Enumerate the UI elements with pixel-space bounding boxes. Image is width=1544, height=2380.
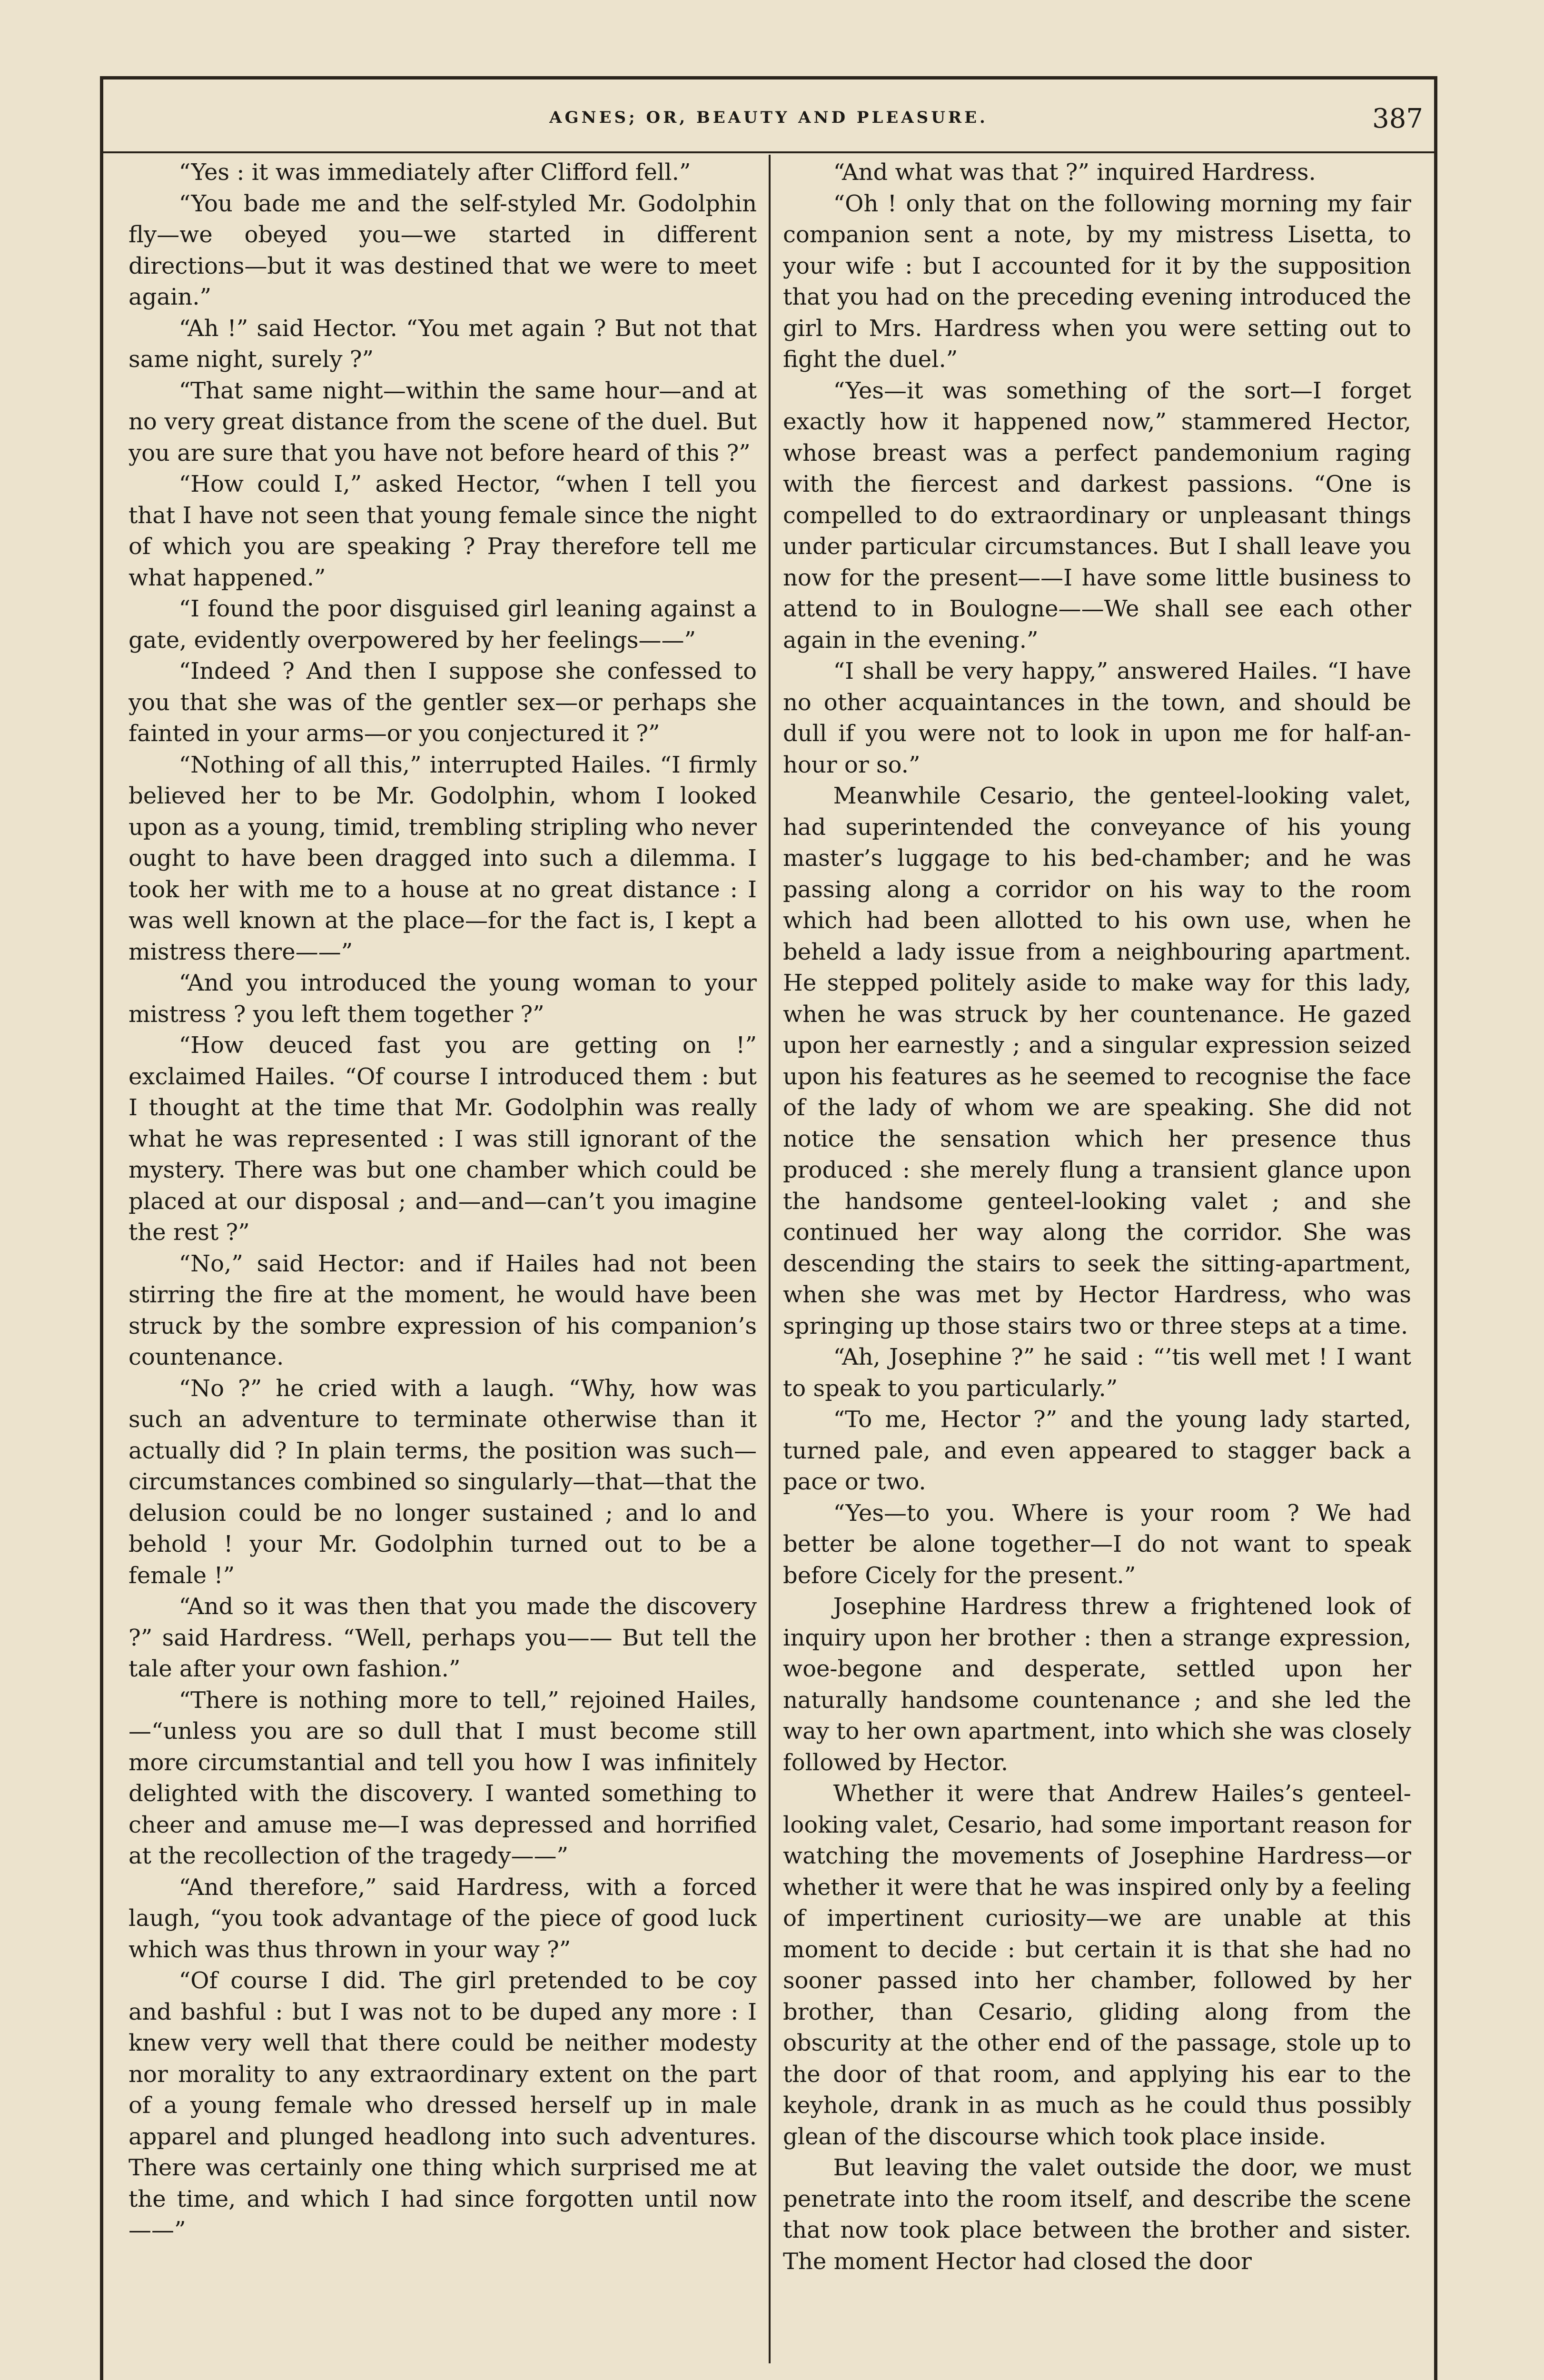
paragraph: “I found the poor disguised girl leaning against a gate, evidently overpowered by her feelings——” [129, 595, 757, 654]
column-divider [769, 155, 771, 2363]
right-column [783, 157, 1411, 2342]
paragraph: “And what was that ?” inquired Hardress. [833, 159, 1316, 186]
left-column [129, 157, 757, 2342]
header-rule [100, 151, 1437, 153]
paragraph: “You bade me and the self-styled Mr. Godolphin fly—we obeyed you—we started in different directions—but it was destined that we were to meet again.” [129, 190, 757, 310]
paragraph: “Ah !” said Hector. “You met again ? But not that same night, surely ?” [129, 315, 757, 373]
running-title: AGNES; OR, BEAUTY AND PLEASURE. [549, 108, 988, 127]
paragraph: “How could I,” asked Hector, “when I tell you that I have not seen that young female since the night of which you are speaking ? Pray therefore tell me what happened.” [129, 471, 757, 591]
paragraph: “Yes—it was something of the sort—I forget exactly how it happened now,” stammered Hector, whose breast was a perfect pandemonium raging with the fiercest and darkest passions. “One is compelled to do extraordinary or unpleasant things under particular circumstances. But I shall leave you now for the present——I have some little business to attend to in Boulogne——We shall see each other again in the evening.” [783, 377, 1411, 654]
paragraph: Meanwhile Cesario, the genteel-looking valet, had superintended the conveyance of his young master’s luggage to his bed-chamber; and he was passing along a corridor on his way to the room which had been allotted to his own use, when he beheld a lady issue from a neighbouring apartment. He stepped politely aside to make way for this lady, when he was struck by her countenance. He gazed upon her earnestly ; and a singular expression seized upon his features as he seemed to recognise the face of the lady of whom we are speaking. She did not notice the sensation which her presence thus produced : she merely flung a transient glance upon the handsome genteel-looking valet ; and she continued her way along the corridor. She was descending the stairs to seek the sitting-apartment, when she was met by Hector Hardress, who was springing up those stairs two or three steps at a time. [783, 783, 1411, 1339]
paragraph: But leaving the valet outside the door, we must penetrate into the room itself, and describe the scene that now took place between the brother and sister. The moment Hector had closed the door [783, 2154, 1411, 2275]
paragraph: “Yes—to you. Where is your room ? We had better be alone together—I do not want to speak before Cicely for the present.” [783, 1499, 1411, 1589]
paragraph: “Nothing of all this,” interrupted Hailes. “I firmly believed her to be Mr. Godolphin, whom I looked upon as a young, timid, trembling stripling who never ought to have been dragged into such a dilemma. I took her with me to a house at no great distance : I was well known at the place—for the fact is, I kept a mistress there——” [129, 751, 757, 965]
paragraph: “No ?” he cried with a laugh. “Why, how was such an adventure to terminate otherwise than it actually did ? In plain terms, the position was such—circumstances combined so singularly—that—that the delusion could be no longer sustained ; and lo and behold ! your Mr. Godolphin turned out to be a female !” [129, 1375, 757, 1589]
paragraph: Whether it were that Andrew Hailes’s genteel-looking valet, Cesario, had some important reason for watching the movements of Josephine Hardress—or whether it were that he was inspired only by a feeling of impertinent curiosity—we are unable at this moment to decide : but certain it is that she had no sooner passed into her chamber, followed by her brother, than Cesario, gliding along from the obscurity at the other end of the passage, stole up to the door of that room, and applying his ear to the keyhole, drank in as much as he could thus possibly glean of the discourse which took place inside. [783, 1780, 1411, 2150]
paragraph: “Of course I did. The girl pretended to be coy and bashful : but I was not to be duped any more : I knew very well that there could be neither modesty nor morality to any extraordinary extent on the part of a young female who dressed herself up in male apparel and plunged headlong into such adventures. There was certainly one thing which surprised me at the time, and which I had since forgotten until now——” [129, 1967, 757, 2243]
paragraph: Josephine Hardress threw a frightened look of inquiry upon her brother : then a strange expression, woe-begone and desperate, settled upon her naturally handsome countenance ; and she led the way to her own apartment, into which she was closely followed by Hector. [783, 1593, 1411, 1776]
paragraph: “And so it was then that you made the discovery ?” said Hardress. “Well, perhaps you—— But tell the tale after your own fashion.” [129, 1593, 757, 1682]
paragraph: “Oh ! only that on the following morning my fair companion sent a note, by my mistress Lisetta, to your wife : but I accounted for it by the supposition that you had on the preceding evening introduced the girl to Mrs. Hardress when you were setting out to fight the duel.” [783, 190, 1411, 373]
paragraph: “Indeed ? And then I suppose she confessed to you that she was of the gentler sex—or perhaps she fainted in your arms—or you conjectured it ?” [129, 658, 757, 747]
paragraph: “I shall be very happy,” answered Hailes. “I have no other acquaintances in the town, and should be dull if you were not to look in upon me for half-an-hour or so.” [783, 658, 1411, 778]
paragraph: “To me, Hector ?” and the young lady started, turned pale, and even appeared to stagger back a pace or two. [783, 1406, 1411, 1495]
paragraph: “Ah, Josephine ?” he said : “’tis well met ! I want to speak to you particularly.” [783, 1344, 1411, 1402]
paragraph: “How deuced fast you are getting on !” exclaimed Hailes. “Of course I introduced them : but I thought at the time that Mr. Godolphin was really what he was represented : I was still ignorant of the mystery. There was but one chamber which could be placed at our disposal ; and—and—can’t you imagine the rest ?” [129, 1032, 757, 1246]
paragraph: “That same night—within the same hour—and at no very great distance from the scene of the duel. But you are sure that you have not before heard of this ?” [129, 377, 757, 466]
paragraph: “And you introduced the young woman to your mistress ? you left them together ?” [129, 970, 757, 1028]
page-header [100, 98, 1437, 150]
paragraph: “No,” said Hector: and if Hailes had not been stirring the fire at the moment, he would have been struck by the sombre expression of his companion’s countenance. [129, 1250, 757, 1370]
paragraph: “And therefore,” said Hardress, with a forced laugh, “you took advantage of the piece of good luck which was thus thrown in your way ?” [129, 1874, 757, 1963]
page-number: 387 [1372, 103, 1423, 134]
paragraph: “Yes : it was immediately after Clifford fell.” [178, 159, 691, 186]
paragraph: “There is nothing more to tell,” rejoined Hailes,—“unless you are so dull that I must become still more circumstantial and tell you how I was infinitely delighted with the discovery. I wanted something to cheer and amuse me—I was depressed and horrified at the recollection of the tragedy——” [129, 1686, 757, 1869]
